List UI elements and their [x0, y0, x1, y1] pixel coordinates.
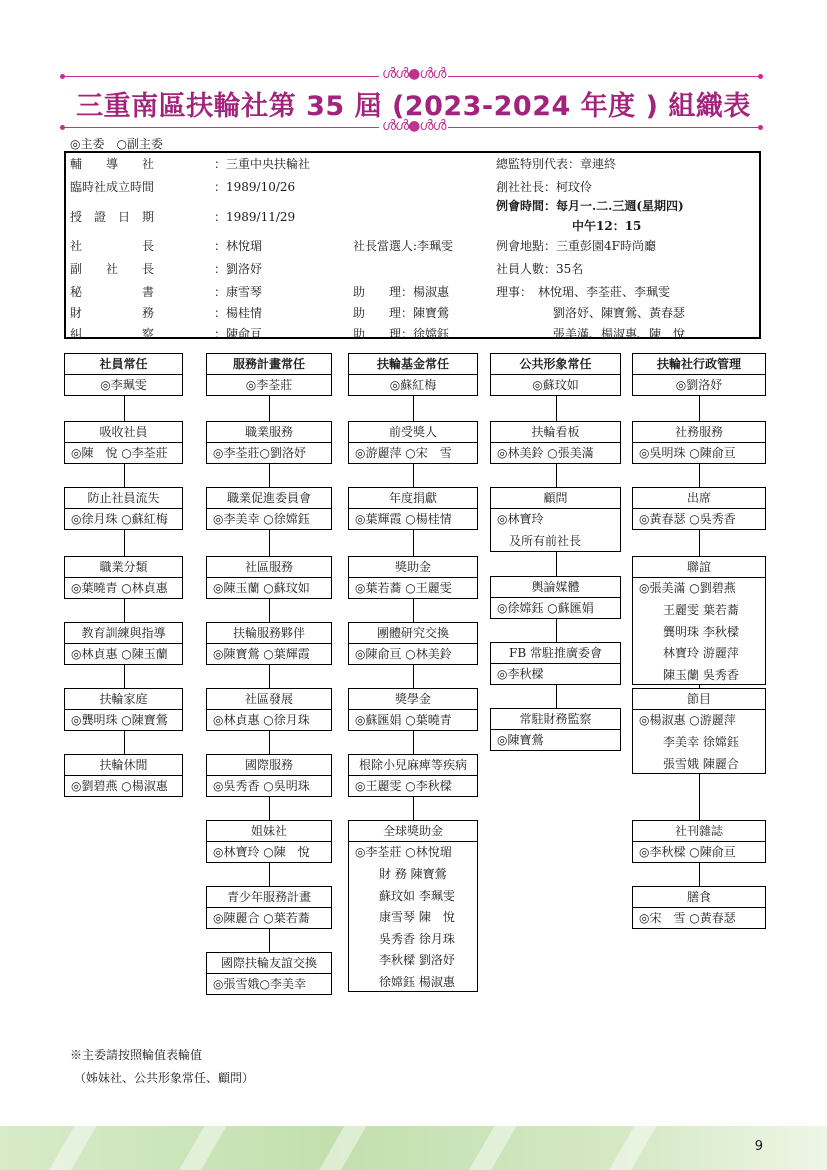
subcommittee-members: ◎陳麗合 ○葉若蕎 [213, 911, 310, 925]
header-rule-top-right [448, 76, 760, 77]
assistant: 助 理：楊淑惠 [353, 285, 450, 299]
subcommittee-members: ◎葉若蕎 ○王麗雯 [355, 581, 452, 595]
committee-head-box [632, 353, 766, 396]
subcommittee-box [206, 688, 332, 731]
subcommittee-members: ◎林貞惠 ○陳玉蘭 [71, 647, 168, 661]
note: ※主委請按照輪值表輪值 [70, 1048, 203, 1062]
subcommittee-members: ◎黃春瑟 ○吳秀香 [639, 512, 736, 526]
committee-head-chair: ◎李荃莊 [245, 378, 293, 392]
subcommittee-box [632, 556, 766, 685]
subcommittee-box [64, 622, 183, 665]
treasurer-label: 財 務 [70, 306, 155, 320]
meeting-time: 例會時間：每月一.二.三週(星期四) [496, 199, 684, 213]
subcommittee-title: 扶輪休閒 [65, 755, 182, 776]
subcommittee-members: ◎張雪娥○李美幸 [213, 977, 306, 991]
subcommittee-members: ◎龔明珠 ○陳寶鶯 [71, 713, 168, 727]
provisional-value: ：1989/10/26 [214, 180, 296, 194]
subcommittee-title: 職業分類 [65, 557, 182, 578]
subcommittee-title: 吸收社員 [65, 422, 182, 443]
header-dot [758, 125, 763, 130]
subcommittee-box [206, 622, 332, 665]
subcommittee-member-line: 陳玉蘭 吳秀香 [663, 668, 739, 682]
subcommittee-title: 社刊雜誌 [633, 821, 765, 842]
subcommittee-box [490, 576, 621, 619]
club-info-box [64, 151, 761, 339]
connector-line [269, 395, 270, 952]
subcommittee-box [64, 556, 183, 599]
subcommittee-box [632, 421, 766, 464]
subcommittee-members: ◎吳秀香 ○吳明珠 [213, 779, 310, 793]
footer-stripe [310, 1126, 372, 1170]
meeting-place: 例會地點：三重彭園4F時尚廳 [496, 239, 656, 253]
subcommittee-members: ◎蘇匯娟 ○葉曉青 [355, 713, 452, 727]
subcommittee-title: 防止社員流失 [65, 488, 182, 509]
subcommittee-title: 職業促進委員會 [207, 488, 331, 509]
ornament-icon: ൾൾ●ൾൾ [382, 66, 446, 82]
subcommittee-title: 職業服務 [207, 422, 331, 443]
subcommittee-title: 顧問 [491, 488, 620, 509]
subcommittee-title: 根除小兒麻痺等疾病 [349, 755, 477, 776]
subcommittee-box [348, 688, 478, 731]
subcommittee-members: ◎徐月珠 ○蘇紅梅 [71, 512, 168, 526]
subcommittee-members: ◎陳寶鶯 [497, 733, 544, 747]
subcommittee-title: 團體研究交換 [349, 623, 477, 644]
subcommittee-members: ◎李秋樑 ○陳俞亘 [639, 845, 736, 859]
subcommittee-member-line: 李秋樑 劉洛妤 [379, 953, 455, 967]
committee-head-title: 社員常任 [65, 354, 182, 375]
vice-president-label: 副 社 長 [70, 262, 155, 276]
subcommittee-title: 姐妹社 [207, 821, 331, 842]
page-title: 三重南區扶輪社第 35 屆 (2023-2024 年度 ) 組織表 [76, 91, 751, 122]
page-number: 9 [754, 1139, 763, 1154]
footer-stripe [600, 1126, 662, 1170]
subcommittee-members: ◎葉輝霞 ○楊桂情 [355, 512, 452, 526]
committee-head-box [348, 353, 478, 396]
sponsor-label: 輔 導 社 [70, 157, 155, 171]
member-count: 社員人數：35名 [496, 262, 584, 276]
subcommittee-box [490, 421, 621, 464]
assistant: 助 理：陳寶鶯 [353, 306, 450, 320]
subcommittee-title: 聯誼 [633, 557, 765, 578]
ornament-icon: ൾൾ●ൾൾ [382, 118, 446, 134]
charter-value: ：1989/11/29 [214, 210, 296, 224]
footer-stripe [460, 1126, 522, 1170]
header-rule-top-left [64, 76, 379, 77]
sergeant-value: ：陳俞亘 [214, 327, 263, 341]
subcommittee-member-line: 林寶玲 游麗萍 [663, 646, 739, 660]
committee-head-title: 服務計畫常任 [207, 354, 331, 375]
subcommittee-box [632, 487, 766, 530]
subcommittee-member-line: 蘇玟如 李珮雯 [379, 889, 455, 903]
subcommittee-members: ◎吳明珠 ○陳俞亘 [639, 446, 736, 460]
subcommittee-title: 社務服務 [633, 422, 765, 443]
provisional-label: 臨時社成立時間 [70, 180, 155, 194]
committee-head-chair: ◎蘇紅梅 [389, 378, 437, 392]
subcommittee-box [348, 622, 478, 665]
sergeant-label: 糾 察 [70, 327, 155, 341]
subcommittee-members: ◎劉碧燕 ○楊淑惠 [71, 779, 168, 793]
sponsor-value: ：三重中央扶輪社 [214, 157, 311, 171]
committee-head-box [64, 353, 183, 396]
subcommittee-title: FB 常駐推廣委會 [491, 643, 620, 664]
subcommittee-box [490, 642, 621, 685]
header-rule-bottom-left [64, 127, 379, 128]
committee-head-chair: ◎蘇玟如 [532, 378, 579, 392]
subcommittee-title: 青少年服務計畫 [207, 887, 331, 908]
committee-head-chair: ◎劉洛妤 [675, 378, 723, 392]
committee-head-box [206, 353, 332, 396]
subcommittee-members: ◎陳寶鶯 ○葉輝霞 [213, 647, 310, 661]
subcommittee-members: ◎張美滿 ○劉碧燕 [639, 581, 736, 595]
subcommittee-title: 全球獎助金 [349, 821, 477, 842]
subcommittee-box [64, 688, 183, 731]
subcommittee-members: ◎葉曉青 ○林貞惠 [71, 581, 168, 595]
subcommittee-members: ◎李荃莊 ○林悅瑂 [355, 845, 452, 859]
header-rule-bottom-right [448, 127, 760, 128]
subcommittee-box [348, 820, 478, 992]
subcommittee-members: ◎陳玉蘭 ○蘇玟如 [213, 581, 310, 595]
subcommittee-title: 國際扶輪友誼交換 [207, 953, 331, 974]
subcommittee-title: 教育訓練與指導 [65, 623, 182, 644]
president-label: 社 長 [70, 239, 155, 253]
legend: ◎主委 ○副主委 [70, 137, 163, 151]
subcommittee-members: ◎李荃莊○劉洛妤 [213, 446, 306, 460]
subcommittee-member-line: 李美幸 徐嫦鈺 [663, 735, 739, 749]
subcommittee-box [490, 708, 621, 751]
directors: 張美滿、楊淑惠、陳 悅 [553, 327, 686, 341]
subcommittee-title: 輿論媒體 [491, 577, 620, 598]
subcommittee-member-line: 王麗雯 葉若蕎 [663, 603, 739, 617]
secretary-value: ：康雪琴 [214, 285, 263, 299]
subcommittee-title: 節目 [633, 689, 765, 710]
subcommittee-box [206, 421, 332, 464]
subcommittee-member-line: 康雪琴 陳 悅 [379, 910, 455, 924]
secretary-label: 秘 書 [70, 285, 155, 299]
vice-president-value: ：劉洛妤 [214, 262, 263, 276]
subcommittee-members: ◎李秋樑 [497, 667, 544, 681]
subcommittee-box [206, 487, 332, 530]
subcommittee-box [632, 820, 766, 863]
subcommittee-member-line: 吳秀香 徐月珠 [379, 932, 455, 946]
subcommittee-members: ◎游麗萍 ○宋 雪 [355, 446, 452, 460]
subcommittee-title: 膳食 [633, 887, 765, 908]
president-elect: 社長當選人:李珮雯 [353, 239, 454, 253]
footer-band [0, 1126, 827, 1170]
subcommittee-box [490, 487, 621, 552]
subcommittee-title: 社區發展 [207, 689, 331, 710]
footer-stripe [170, 1126, 232, 1170]
subcommittee-members: ◎陳 悅 ○李荃莊 [71, 446, 168, 460]
governor-rep: 總監特別代表：章連終 [496, 157, 617, 171]
founding-president: 創社社長：柯玟伶 [496, 180, 593, 194]
subcommittee-members: ◎王麗雯 ○李秋樑 [355, 779, 452, 793]
subcommittee-members: ◎林貞惠 ○徐月珠 [213, 713, 310, 727]
header-dot [60, 125, 65, 130]
subcommittee-box [206, 820, 332, 863]
subcommittee-title: 獎助金 [349, 557, 477, 578]
subcommittee-box [348, 754, 478, 797]
subcommittee-title: 扶輪家庭 [65, 689, 182, 710]
directors: 理事： 林悅瑂、李荃莊、李珮雯 [496, 285, 671, 299]
subcommittee-members: ◎林寶玲 ○陳 悅 [213, 845, 310, 859]
subcommittee-box [348, 421, 478, 464]
subcommittee-members: ◎宋 雪 ○黃春瑟 [639, 911, 736, 925]
header-dot [758, 74, 763, 79]
subcommittee-box [632, 688, 766, 774]
header-dot [60, 74, 65, 79]
meeting-time-noon: 中午12：15 [572, 219, 642, 233]
footer-stripe [40, 1126, 102, 1170]
subcommittee-member-line: 龔明珠 李秋樑 [663, 625, 739, 639]
subcommittee-box [348, 487, 478, 530]
directors: 劉洛妤、陳寶鶯、黃春瑟 [553, 306, 686, 320]
subcommittee-title: 扶輪看板 [491, 422, 620, 443]
subcommittee-title: 常駐財務監察 [491, 709, 620, 730]
committee-head-title: 扶輪基金常任 [349, 354, 477, 375]
subcommittee-members: ◎徐嫦鈺 ○蘇匯娟 [497, 601, 594, 615]
subcommittee-members: ◎林寶玲 [497, 512, 544, 526]
subcommittee-members: ◎林美鈴 ○張美滿 [497, 446, 594, 460]
subcommittee-title: 社區服務 [207, 557, 331, 578]
subcommittee-title: 國際服務 [207, 755, 331, 776]
subcommittee-box [206, 754, 332, 797]
subcommittee-member-line: 及所有前社長 [509, 534, 582, 548]
subcommittee-box [348, 556, 478, 599]
subcommittee-title: 獎學金 [349, 689, 477, 710]
subcommittee-member-line: 財 務 陳寶鶯 [379, 867, 447, 881]
subcommittee-box [64, 421, 183, 464]
committee-head-chair: ◎李珮雯 [100, 378, 147, 392]
subcommittee-title: 扶輪服務夥伴 [207, 623, 331, 644]
assistant: 助 理：徐嫦鈺 [353, 327, 450, 341]
subcommittee-box [64, 754, 183, 797]
subcommittee-member-line: 徐嫦鈺 楊淑惠 [379, 975, 455, 989]
committee-head-title: 扶輪社行政管理 [633, 354, 765, 375]
subcommittee-members: ◎楊淑惠 ○游麗萍 [639, 713, 736, 727]
subcommittee-members: ◎陳俞亘 ○林美鈴 [355, 647, 452, 661]
subcommittee-title: 前受獎人 [349, 422, 477, 443]
subcommittee-box [206, 556, 332, 599]
subcommittee-member-line: 張雪娥 陳麗合 [663, 757, 739, 771]
subcommittee-box [632, 886, 766, 929]
president-value: ：林悅瑂 [214, 239, 263, 253]
subcommittee-title: 出席 [633, 488, 765, 509]
subcommittee-members: ◎李美幸 ○徐嫦鈺 [213, 512, 310, 526]
subcommittee-box [206, 886, 332, 929]
charter-label: 授 證 日 期 [70, 210, 155, 224]
committee-head-box [490, 353, 621, 396]
committee-head-title: 公共形象常任 [491, 354, 620, 375]
treasurer-value: ：楊桂情 [214, 306, 263, 320]
subcommittee-box [64, 487, 183, 530]
note: （姊妹社、公共形象常任、顧問） [74, 1071, 255, 1085]
subcommittee-title: 年度捐獻 [349, 488, 477, 509]
subcommittee-box [206, 952, 332, 995]
